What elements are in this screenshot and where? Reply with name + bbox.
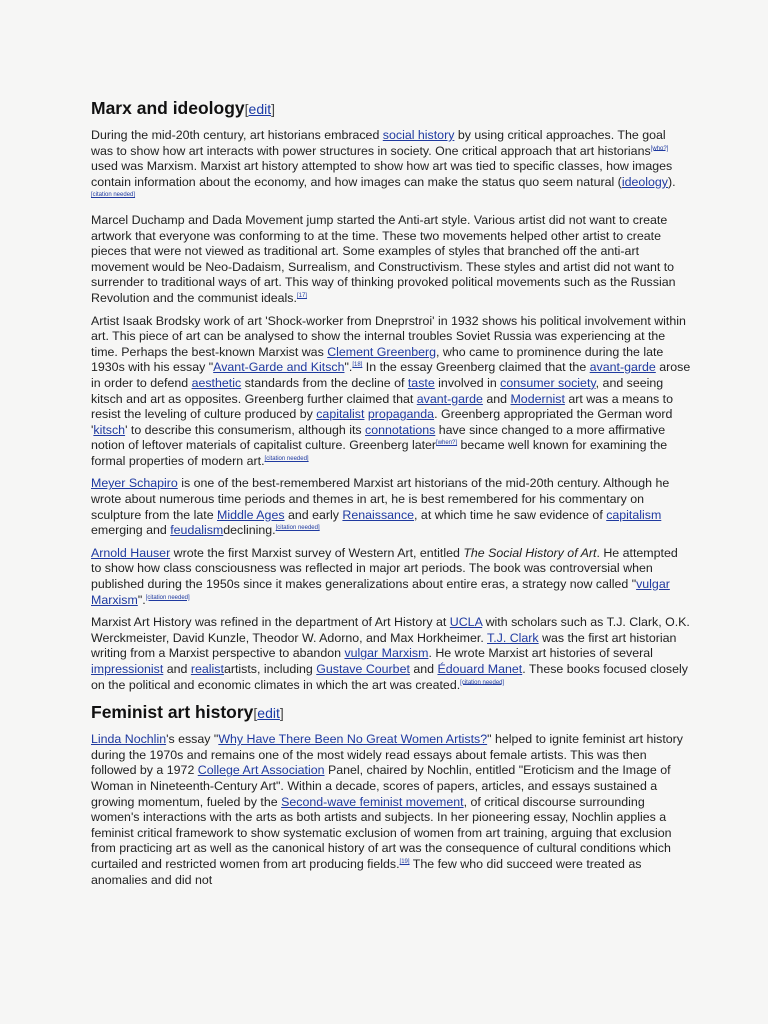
link-aesthetic[interactable]: aesthetic [191,375,242,390]
paragraph-5: Arnold Hauser wrote the first Marxist survey of Western Art, entitled The Social History of Art. He attempted to show how class consciousness was reflected in major art periods. The book was controversial when published during the 1950s since it makes generalizations about entire eras, a strategy now called "vulgar Marxism".[citation needed] [91,545,678,607]
section-heading-marx: Marx and ideology[edit] [91,98,275,118]
link-tj-clark[interactable]: T.J. Clark [487,630,539,645]
link-social-history[interactable]: social history [382,128,455,142]
book-title: The Social History of Art [463,545,597,560]
link-renaissance[interactable]: Renaissance [342,507,415,522]
paragraph-2: Marcel Duchamp and Dada Movement jump started the Anti-art style. Various artist did not want to create artwork that everyone was conforming to at the time. These two movements helped other artist to create pieces that were not viewed as traditional art. Some examples of styles that branched off the anti-art movement would be Neo-Dadaism, Surrealism, and Constructivism. These styles and artist did not want to surrender to traditional ways of art. This way of thinking provoked political movements such as the Russian Revolution and the communist ideals.[17] [91,212,676,305]
link-vulgar-marxism[interactable]: vulgar Marxism [91,577,670,607]
edit-link[interactable]: edit [257,705,280,722]
paragraph-4: Meyer Schapiro is one of the best-remembered Marxist art historians of the mid-20th century. Although he wrote about numerous time periods and themes in art, he is best remembered for his commentary on sculpture from the late Middle Ages and early Renaissance, at which time he saw evidence of capitalism emerging and feudalismdeclining.[citation needed] [91,476,670,538]
citation-17[interactable]: [17] [296,292,307,299]
citation-needed[interactable]: [citation needed] [91,192,136,199]
link-feudalism[interactable]: feudalism [170,523,224,538]
link-clement-greenberg[interactable]: Clement Greenberg [327,344,437,359]
link-avant-garde[interactable]: avant-garde [589,360,656,375]
link-vulgar-marxism-2[interactable]: vulgar Marxism [344,646,429,661]
paragraph-3: Artist Isaak Brodsky work of art 'Shock-worker from Dneprstroi' in 1932 shows his political involvement within art. This piece of art can be analysed to show the internal troubles Soviet Russia was experiencing at the time. Perhaps the best-known Marxist was Clement Greenberg, who came to prominence during the late 1930s with his essay "Avant-Garde and Kitsch".[18] In the essay Greenberg claimed that the avant-garde arose in order to defend aesthetic standards from the decline of taste involved in consumer society, and seeing kitsch and art as opposites. Greenberg further claimed that avant-garde and Modernist art was a means to resist the leveling of culture produced by capitalist propaganda. Greenberg appropriated the German word 'kitsch' to describe this consumerism, although its connotations have since changed to a more affirmative notion of leftover materials of capitalist culture. Greenberg later[when?] became well known for examining the formal properties of modern art.[citation needed] [91,313,691,468]
link-avant-garde-and-kitsch[interactable]: Avant-Garde and Kitsch [213,360,345,375]
link-avant-garde-2[interactable]: avant-garde [416,391,483,406]
link-ideology[interactable]: ideology [621,174,668,189]
link-modernist[interactable]: Modernist [510,391,565,406]
link-edouard-manet[interactable]: Édouard Manet [437,662,523,676]
edit-section-link: [edit] [244,101,275,117]
citation-needed[interactable]: [citation needed] [145,594,190,601]
link-impressionist[interactable]: impressionist [91,662,164,676]
edit-section-link: [edit] [253,705,284,722]
link-college-art-association[interactable]: College Art Association [197,763,325,778]
link-gustave-courbet[interactable]: Gustave Courbet [316,662,410,676]
link-consumer-society[interactable]: consumer society [500,375,596,390]
link-kitsch[interactable]: kitsch [93,422,126,437]
article-body [91,96,691,895]
paragraph-7: Linda Nochlin's essay "Why Have There Been No Great Women Artists?" helped to ignite feminist art history during the 1970s and remains one of the most widely read essays about female artists. This was then followed by a 1972 College Art Association Panel, chaired by Nochlin, entitled "Eroticism and the Image of Woman in Nineteenth-Century Art". Within a decade, scores of papers, articles, and essays sustained a growing momentum, fueled by the Second-wave feminist movement, of critical discourse surrounding women's interactions with the arts as both artists and subjects. In her pioneering essay, Nochlin applies a feminist critical framework to show systematic exclusion of women from art training, arguing that exclusion from practicing art as well as the canonical history of art was the consequence of cultural conditions which curtailed and restricted women from art producing fields.[19] The few who did succeed were treated as anomalies and did not [91,732,683,887]
link-capitalism[interactable]: capitalism [606,507,662,522]
link-second-wave-feminist-movement[interactable]: Second-wave feminist movement [281,794,464,809]
paragraph-6: Marxist Art History was refined in the department of Art History at UCLA with scholars such as T.J. Clark, O.K. Werckmeister, David Kunzle, Theodor W. Adorno, and Max Horkheimer. T.J. Clark was the first art historian writing from a Marxist perspective to abandon vulgar Marxism. He wrote Marxist art histories of several impressionist and realistartists, including Gustave Courbet and Édouard Manet. These books focused closely on the political and economic climates in which the art was created.[citation needed] [91,615,690,692]
link-connotations[interactable]: connotations [365,422,436,437]
citation-when[interactable]: [when?] [436,440,458,447]
link-taste[interactable]: taste [407,375,435,390]
section-heading-feminist: Feminist art history[edit] [91,702,284,723]
link-propaganda[interactable]: propaganda [367,407,435,422]
link-why-no-great-women-artists[interactable]: Why Have There Been No Great Women Artists? [218,732,488,747]
citation-needed[interactable]: [citation needed] [264,455,309,462]
citation-needed[interactable]: [citation needed] [460,679,505,686]
edit-link[interactable]: edit [248,101,272,117]
citation-who[interactable]: [who?] [650,145,669,152]
link-meyer-schapiro[interactable]: Meyer Schapiro [91,476,178,491]
link-middle-ages[interactable]: Middle Ages [217,507,285,522]
link-linda-nochlin[interactable]: Linda Nochlin [91,732,167,747]
citation-needed[interactable]: [citation needed] [275,525,320,532]
paragraph-1: During the mid-20th century, art historians embraced social history by using critical approaches. The goal was to show how art interacts with power structures in society. One critical approach that art historians[who?] used was Marxism. Marxist art history attempted to show how art was tied to specific classes, how images contain information about the economy, and how images can make the status quo seem natural (ideology).[citation needed] [91,128,676,199]
link-realist[interactable]: realist [190,662,224,676]
citation-19[interactable]: [19] [399,858,410,865]
citation-18[interactable]: [18] [352,362,363,369]
link-ucla[interactable]: UCLA [449,615,483,630]
link-arnold-hauser[interactable]: Arnold Hauser [91,545,171,560]
link-capitalist[interactable]: capitalist [316,407,365,422]
